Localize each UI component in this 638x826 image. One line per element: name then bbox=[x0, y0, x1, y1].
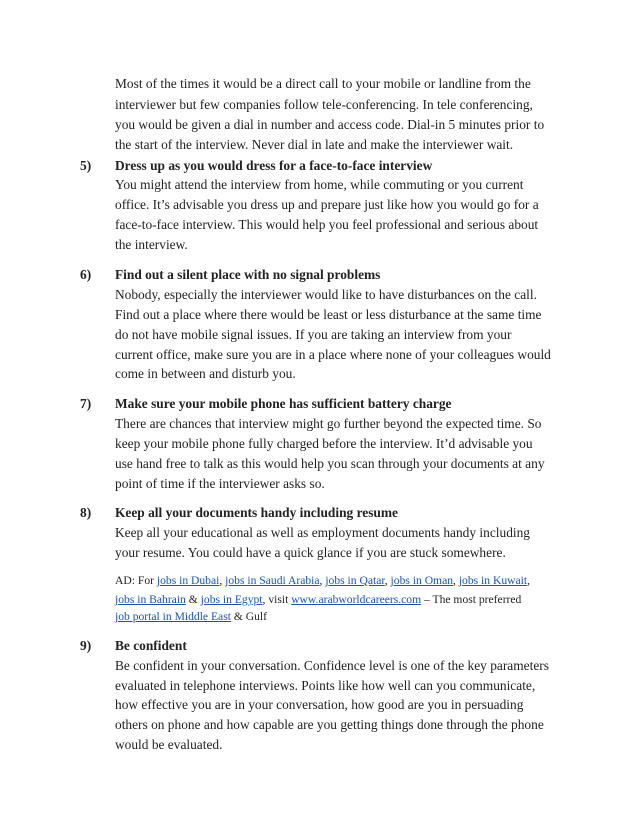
ad-prefix: AD: For bbox=[115, 574, 157, 587]
item-text-line: evaluated in telephone interviews. Points like how well can you communicate, bbox=[115, 678, 536, 693]
item-heading: Keep all your documents handy including resume bbox=[115, 505, 398, 520]
item-text-line: your resume. You could have a quick glance if you are stuck somewhere. bbox=[115, 545, 506, 560]
item-text-line: use hand free to talk as this would help you scan through your documents at any bbox=[115, 456, 545, 471]
item-text-line: Nobody, especially the interviewer would like to have disturbances on the call. bbox=[115, 287, 537, 302]
item-number: 9) bbox=[80, 638, 92, 653]
intro-line: you would be given a dial in number and access code. Dial-in 5 minutes prior to bbox=[115, 117, 545, 132]
item-text-line: would be evaluated. bbox=[115, 737, 223, 752]
intro-line: interviewer but few companies follow tele-conferencing. In tele conferencing, bbox=[115, 97, 533, 112]
ad-tail-text: – The most preferred bbox=[421, 593, 522, 606]
separator: & bbox=[185, 593, 201, 606]
item-text-line: Keep all your educational as well as employment documents handy including bbox=[115, 525, 530, 540]
item-heading: Dress up as you would dress for a face-to-face interview bbox=[115, 158, 433, 173]
item-heading: Be confident bbox=[115, 638, 187, 653]
link-jobs-in-dubai[interactable]: jobs in Dubai bbox=[156, 574, 220, 587]
ad-line bbox=[115, 571, 530, 590]
item-text-line: current office, make sure you are in a place where none of your colleagues would bbox=[115, 347, 551, 362]
item-number: 5) bbox=[80, 158, 92, 173]
separator: , bbox=[527, 574, 531, 587]
item-heading: Make sure your mobile phone has sufficient battery charge bbox=[115, 396, 452, 411]
item-text-line: how effective you are in your conversation, how good are you in persuading bbox=[115, 697, 524, 712]
item-text-line: point of time if the interviewer asks so. bbox=[115, 476, 325, 491]
item-text-line: Be confident in your conversation. Confidence level is one of the key parameters bbox=[115, 658, 549, 673]
item-number: 7) bbox=[80, 396, 92, 411]
ad-line bbox=[115, 607, 267, 626]
link-jobs-in-kuwait[interactable]: jobs in Kuwait bbox=[458, 574, 528, 587]
separator: , bbox=[219, 574, 226, 587]
separator: , bbox=[384, 574, 391, 587]
item-number: 8) bbox=[80, 505, 92, 520]
visit-text: , visit bbox=[262, 593, 292, 606]
item-text-line: There are chances that interview might go further beyond the expected time. So bbox=[115, 416, 542, 431]
item-text-line: the interview. bbox=[115, 237, 188, 252]
item-text-line: Find out a place where there would be least or less disturbance at the same time bbox=[115, 307, 542, 322]
link-jobs-in-qatar[interactable]: jobs in Qatar bbox=[325, 574, 385, 587]
link-job-portal-middle-east[interactable]: job portal in Middle East bbox=[115, 610, 231, 623]
link-jobs-in-egypt[interactable]: jobs in Egypt bbox=[200, 593, 263, 606]
intro-line: Most of the times it would be a direct call to your mobile or landline from the bbox=[115, 76, 531, 91]
link-jobs-in-oman[interactable]: jobs in Oman bbox=[390, 574, 454, 587]
link-jobs-in-saudi-arabia[interactable]: jobs in Saudi Arabia bbox=[225, 574, 320, 587]
link-arabworldcareers[interactable]: www.arabworldcareers.com bbox=[291, 593, 422, 606]
ad-gulf-text: & Gulf bbox=[230, 610, 267, 623]
item-text-line: face-to-face interview. This would help you feel professional and serious about bbox=[115, 217, 539, 232]
item-heading: Find out a silent place with no signal problems bbox=[115, 267, 381, 282]
link-jobs-in-bahrain[interactable]: jobs in Bahrain bbox=[115, 593, 186, 606]
item-text-line: You might attend the interview from home, while commuting or you current bbox=[115, 177, 524, 192]
item-text-line: others on phone and how capable are you getting things done through the phone bbox=[115, 717, 544, 732]
item-number: 6) bbox=[80, 267, 92, 282]
intro-line: the start of the interview. Never dial in late and make the interviewer wait. bbox=[115, 137, 514, 152]
item-text-line: come in between and disturb you. bbox=[115, 366, 296, 381]
separator: , bbox=[453, 574, 459, 587]
item-text-line: keep your mobile phone fully charged before the interview. It’d advisable you bbox=[115, 436, 533, 451]
item-text-line: office. It’s advisable you dress up and prepare just like how you would go for a bbox=[115, 197, 539, 212]
separator: , bbox=[319, 574, 326, 587]
item-text-line: do not have mobile signal issues. If you are taking an interview from your bbox=[115, 327, 512, 342]
